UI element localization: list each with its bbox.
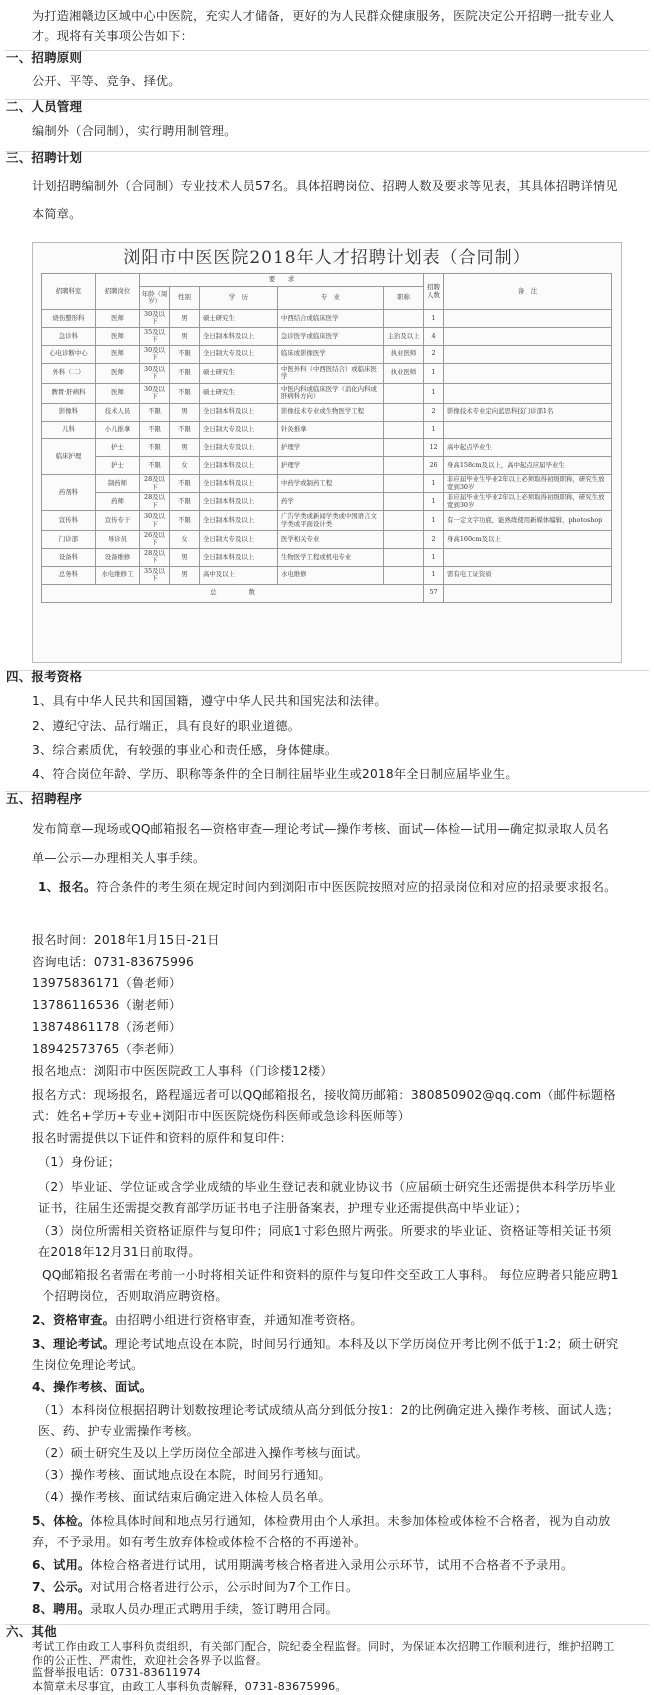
cell-post: 医师 [96, 310, 140, 328]
supervision-hotline: 监督举报电话：0731-83611974 [32, 1666, 201, 1679]
cell-post: 护士 [96, 439, 140, 457]
cell-note [444, 345, 612, 363]
th-requirements: 要 求 [140, 274, 424, 287]
cell-gender: 不限 [170, 511, 200, 531]
cell-edu: 高中及以上 [200, 566, 278, 584]
cell-post: 医师 [96, 345, 140, 363]
cell-count: 1 [424, 310, 444, 328]
cell-age: 28及以下 [140, 493, 170, 511]
hire-text: 录取人员办理正式聘用手续，签订聘用合同。 [90, 1602, 338, 1616]
review-paragraph [0, 1311, 654, 1330]
signup-place: 报名地点：浏阳市中医医院政工人事科（门诊楼12楼） [32, 1064, 333, 1078]
cell-count: 1 [424, 475, 444, 493]
cell-dept: 烧伤整形科 [42, 310, 96, 328]
cell-edu: 全日制本科及以上 [200, 548, 278, 566]
table-row [42, 363, 612, 383]
consult-phone: 咨询电话：0731-83675996 [32, 955, 194, 969]
cell-major: 护理学 [278, 457, 384, 475]
cell-edu: 全日制本科及以上 [200, 457, 278, 475]
cell-note: 高中起点毕业生 [444, 439, 612, 457]
cell-edu: 全日制本科及以上 [200, 327, 278, 345]
cell-title: 执业医师 [384, 363, 424, 383]
cell-title [384, 457, 424, 475]
exam-text: 理论考试地点设在本院，时间另行通知。本科及以下学历岗位开考比例不低于1:2；硕士研究生岗位免理论考试。 [32, 1337, 619, 1372]
th-post: 招聘岗位 [96, 274, 140, 310]
op-1: （1）本科岗位根据招聘计划数按理论考试成绩从高分到低分按1：2的比例确定进入操作考核、面试人选；医、药、护专业需操作考核。 [38, 1403, 620, 1438]
cell-note: 需有电工证资质 [444, 566, 612, 584]
cell-edu: 硕士研究生 [200, 310, 278, 328]
total-count: 57 [424, 584, 444, 602]
cell-major: 药学 [278, 493, 384, 511]
table-row [42, 403, 612, 421]
cell-title [384, 531, 424, 549]
cell-major: 中医内科或临床医学（消化内科或肝病科方向） [278, 383, 384, 403]
table-row [42, 421, 612, 439]
table-row [42, 457, 612, 475]
publicity-label: 7、公示。 [32, 1580, 91, 1594]
cell-age: 30及以下 [140, 345, 170, 363]
cell-title [384, 310, 424, 328]
cell-title [384, 439, 424, 457]
qualification-4: 4、符合岗位年龄、学历、职称等条件的全日制往届毕业生或2018年全日制应届毕业生。 [32, 767, 518, 781]
cell-dept: 临床护理 [42, 439, 96, 475]
th-gender: 性别 [170, 287, 200, 310]
cell-post: 水电维修工 [96, 566, 140, 584]
section-3-title: 三、招聘计划 [6, 150, 83, 165]
hire-paragraph [0, 1600, 654, 1619]
process-flow: 发布简章—现场或QQ邮箱报名—资格审查—理论考试—操作考核、面试—体检—试用—确定拟录取人员名单—公示—办理相关人事手续。 [32, 822, 610, 865]
table-row [42, 493, 612, 511]
cell-age: 30及以下 [140, 310, 170, 328]
cell-post: 药师 [96, 493, 140, 511]
cell-gender: 女 [170, 531, 200, 549]
section-2-title: 二、人员管理 [6, 99, 83, 114]
doc-2: （2）毕业证、学位证或含学业成绩的毕业生登记表和就业协议书（应届硕士研究生还需提供本科学历毕业证书，往届生还需提交教育部学历证书电子注册备案表，护理专业还需提供高中毕业证）； [38, 1180, 616, 1215]
cell-major: 中西结合或临床医学 [278, 310, 384, 328]
cell-title [384, 421, 424, 439]
trial-label: 6、试用。 [32, 1558, 91, 1572]
publicity-paragraph [0, 1578, 654, 1597]
table-row [42, 439, 612, 457]
cell-gender: 男 [170, 310, 200, 328]
total-label: 总 数 [42, 584, 424, 602]
cell-note [444, 363, 612, 383]
cell-post: 制药师 [96, 475, 140, 493]
cell-gender: 男 [170, 439, 200, 457]
cell-age: 30及以下 [140, 363, 170, 383]
explanation-note: 本简章未尽事宜，由政工人事科负责解释，0731-83675996。 [32, 1680, 347, 1693]
cell-note [444, 310, 612, 328]
cell-title: 主治及以上 [384, 327, 424, 345]
cell-count: 1 [424, 493, 444, 511]
cell-age: 26及以下 [140, 531, 170, 549]
cell-title [384, 403, 424, 421]
cell-count: 4 [424, 327, 444, 345]
cell-note [444, 327, 612, 345]
section-6-text: 考试工作由政工人事科负责组织，有关部门配合，院纪委全程监督。同时，为保证本次招聘工作顺利进行，维护招聘工作的公正性、严肃性，欢迎社会各界予以监督。 [32, 1640, 615, 1667]
cell-edu: 全日制本科及以上 [200, 403, 278, 421]
health-label: 5、体检。 [32, 1514, 91, 1528]
cell-dept: 心电诊断中心 [42, 345, 96, 363]
cell-count: 1 [424, 421, 444, 439]
cell-gender: 不限 [170, 383, 200, 403]
cell-count: 1 [424, 383, 444, 403]
cell-dept: 脾胃·肝病科 [42, 383, 96, 403]
qualification-1: 1、具有中华人民共和国国籍，遵守中华人民共和国宪法和法律。 [32, 694, 387, 708]
th-major: 专 业 [278, 287, 384, 310]
th-count: 招聘人数 [424, 274, 444, 310]
cell-count: 2 [424, 345, 444, 363]
table-row [42, 327, 612, 345]
cell-edu: 全日制大专及以上 [200, 439, 278, 457]
total-note [444, 584, 612, 602]
cell-post: 技术人员 [96, 403, 140, 421]
cell-title [384, 566, 424, 584]
cell-count: 2 [424, 531, 444, 549]
cell-edu: 全日制本科及以上 [200, 511, 278, 531]
cell-note: 身高160cm及以上 [444, 531, 612, 549]
cell-note: 影像技术专业定向蓝思科技门诊部1名 [444, 403, 612, 421]
review-text: 由招聘小组进行资格审查，并通知准考资格。 [115, 1313, 363, 1327]
cell-age: 30及以下 [140, 383, 170, 403]
cell-major: 针灸推拿 [278, 421, 384, 439]
cell-title: 执业医师 [384, 345, 424, 363]
cell-note [444, 421, 612, 439]
table-row [42, 475, 612, 493]
th-note: 备 注 [444, 274, 612, 310]
signup-paragraph [0, 873, 622, 901]
table-row [42, 531, 612, 549]
cell-dept: 设备科 [42, 548, 96, 566]
cell-title [384, 383, 424, 403]
contact-1: 13975836171（鲁老师） [32, 976, 182, 990]
cell-edu: 全日制大专及以上 [200, 421, 278, 439]
cell-major: 中医外科（中西医结合）或临床医学 [278, 363, 384, 383]
publicity-text: 对试用合格者进行公示，公示时间为7个工作日。 [90, 1580, 359, 1594]
cell-age: 28及以下 [140, 475, 170, 493]
th-age: 年龄（周岁） [140, 287, 170, 310]
cell-age: 35及以下 [140, 566, 170, 584]
cell-dept: 总务科 [42, 566, 96, 584]
cell-post: 小儿推拿 [96, 421, 140, 439]
cell-post: 医师 [96, 363, 140, 383]
cell-age: 28及以下 [140, 548, 170, 566]
doc-3: （3）岗位所需相关资格证原件与复印件；同底1寸彩色照片两张。所要求的毕业证、资格证等相关证书须在2018年12月31日前取得。 [38, 1224, 612, 1259]
signup-time: 报名时间：2018年1月15日-21日 [32, 933, 220, 947]
cell-dept: 宣传科 [42, 511, 96, 531]
cell-gender: 男 [170, 548, 200, 566]
recruitment-plan-table [41, 273, 612, 603]
section-4-title: 四、报考资格 [6, 669, 83, 684]
cell-note [444, 548, 612, 566]
cell-title [384, 493, 424, 511]
cell-dept: 外科（二） [42, 363, 96, 383]
cell-gender: 男 [170, 403, 200, 421]
cell-major: 急诊医学或临床医学 [278, 327, 384, 345]
trial-text: 体检合格者进行试用，试用期满考核合格者进入录用公示环节，试用不合格者不予录用。 [90, 1558, 574, 1572]
cell-gender: 不限 [170, 363, 200, 383]
cell-age: 不限 [140, 421, 170, 439]
th-edu: 学 历 [200, 287, 278, 310]
exam-paragraph [0, 1334, 620, 1376]
exam-label: 3、理论考试。 [32, 1337, 116, 1351]
cell-dept: 儿科 [42, 421, 96, 439]
cell-gender: 不限 [170, 421, 200, 439]
qualification-3: 3、综合素质优，有较强的事业心和责任感，身体健康。 [32, 743, 338, 757]
cell-count: 1 [424, 511, 444, 531]
cell-major: 生物医学工程或机电专业 [278, 548, 384, 566]
cell-count: 26 [424, 457, 444, 475]
cell-age: 不限 [140, 439, 170, 457]
contact-2: 13786116536（谢老师） [32, 998, 182, 1012]
cell-gender: 女 [170, 457, 200, 475]
cell-age: 30及以下 [140, 511, 170, 531]
cell-title [384, 511, 424, 531]
section-3-text: 计划招聘编制外（合同制）专业技术人员57名。具体招聘岗位、招聘人数及要求等见表，其具体招聘详情见本简章。 [32, 179, 618, 221]
cell-gender: 不限 [170, 475, 200, 493]
cell-title [384, 548, 424, 566]
cell-edu: 硕士研究生 [200, 363, 278, 383]
cell-post: 宣传专干 [96, 511, 140, 531]
cell-dept: 急诊科 [42, 327, 96, 345]
table-row [42, 548, 612, 566]
hire-label: 8、聘用。 [32, 1602, 91, 1616]
cell-post: 医师 [96, 383, 140, 403]
table-row [42, 511, 612, 531]
th-title: 职称 [384, 287, 424, 310]
plan-table-body [42, 310, 612, 585]
cell-note [444, 383, 612, 403]
cell-major: 水电维修 [278, 566, 384, 584]
cell-major: 中药学或制药工程 [278, 475, 384, 493]
cell-major: 影像技术专业或生物医学工程 [278, 403, 384, 421]
cell-edu: 全日制大专及以上 [200, 531, 278, 549]
cell-dept: 影像科 [42, 403, 96, 421]
section-2-text: 编制外（合同制），实行聘用制管理。 [32, 124, 237, 138]
signup-text: 符合条件的考生须在规定时间内到浏阳市中医医院按照对应的招录岗位和对应的招录要求报名。 [96, 880, 617, 894]
health-paragraph [0, 1511, 620, 1553]
op-label: 4、操作考核、面试。 [32, 1380, 153, 1394]
qq-note: QQ邮箱报名者需在考前一小时将相关证件和资料的原件与复印件交至政工人事科。 每位应聘者只能应聘1个招聘岗位，否则取消应聘资格。 [42, 1268, 619, 1303]
section-1-text: 公开、平等、竞争、择优。 [32, 74, 181, 88]
plan-table-title: 浏阳市中医医院2018年人才招聘计划表（合同制） [123, 248, 531, 268]
cell-gender: 不限 [170, 345, 200, 363]
recruitment-plan-table-image [32, 242, 622, 663]
cell-major: 医学相关专业 [278, 531, 384, 549]
cell-dept: 门诊部 [42, 531, 96, 549]
review-label: 2、资格审查。 [32, 1313, 116, 1327]
cell-gender: 男 [170, 566, 200, 584]
op-4: （4）操作考核、面试结束后确定进入体检人员名单。 [38, 1490, 331, 1504]
cell-note: 非应届毕业生毕业2年以上必须取得初级职称，研究生放宽到30岁 [444, 493, 612, 511]
cell-note: 非应届毕业生毕业2年以上必须取得初级职称，研究生放宽到30岁 [444, 475, 612, 493]
op-3: （3）操作考核、面试地点设在本院，时间另行通知。 [38, 1468, 331, 1482]
cell-note: 有一定文字功底，能熟练使用新媒体编辑，photoshop [444, 511, 612, 531]
table-row [42, 383, 612, 403]
cell-count: 1 [424, 566, 444, 584]
cell-edu: 全日制大专及以上 [200, 345, 278, 363]
cell-gender: 男 [170, 327, 200, 345]
cell-note: 身高158cm及以上，高中起点应届毕业生 [444, 457, 612, 475]
health-text: 体检具体时间和地点另行通知，体检费用由个人承担。未参加体检或体检不合格者，视为自动放弃，不予录用。如有考生放弃体检或体检不合格的不再递补。 [32, 1514, 611, 1549]
cell-age: 35及以下 [140, 327, 170, 345]
cell-post: 医师 [96, 327, 140, 345]
contact-3: 13874861178（汤老师） [32, 1020, 182, 1034]
cell-edu: 全日制本科及以上 [200, 475, 278, 493]
cell-post: 设备维修 [96, 548, 140, 566]
cell-age: 不限 [140, 457, 170, 475]
cell-edu: 硕士研究生 [200, 383, 278, 403]
table-row [42, 310, 612, 328]
contact-4: 18942573765（李老师） [32, 1042, 182, 1056]
table-row [42, 566, 612, 584]
cell-dept: 药剂科 [42, 475, 96, 511]
cell-major: 广告学类或新闻学类或中国语言文学类或平面设计类 [278, 511, 384, 531]
section-6-title: 六、其他 [6, 1624, 57, 1639]
trial-paragraph [0, 1556, 654, 1575]
cell-edu: 全日制本科及以上 [200, 493, 278, 511]
cell-post: 导诊员 [96, 531, 140, 549]
cell-major: 临床或影像医学 [278, 345, 384, 363]
cell-age: 不限 [140, 403, 170, 421]
section-1-title: 一、招聘原则 [6, 50, 83, 65]
cell-count: 12 [424, 439, 444, 457]
cell-count: 2 [424, 403, 444, 421]
signup-label: 1、报名。 [38, 880, 97, 894]
cell-post: 护士 [96, 457, 140, 475]
doc-1: （1）身份证； [38, 1155, 121, 1169]
docs-intro: 报名时需提供以下证件和资料的原件和复印件： [32, 1131, 293, 1145]
cell-title [384, 475, 424, 493]
table-row [42, 345, 612, 363]
th-dept: 招聘科室 [42, 274, 96, 310]
section-5-title: 五、招聘程序 [6, 791, 83, 806]
intro-paragraph: 为打造湘赣边区域中心中医院，充实人才储备，更好的为人民群众健康服务，医院决定公开招聘一批专业人才。现将有关事项公告如下： [32, 9, 615, 43]
cell-count: 1 [424, 548, 444, 566]
qualification-2: 2、遵纪守法、品行端正，具有良好的职业道德。 [32, 719, 301, 733]
cell-gender: 不限 [170, 493, 200, 511]
cell-major: 护理学 [278, 439, 384, 457]
cell-count: 1 [424, 363, 444, 383]
signup-method: 报名方式：现场报名，路程遥远者可以QQ邮箱报名，接收简历邮箱：380850902@qq.com（邮件标题格式：姓名+学历+专业+浏阳市中医医院烧伤科医师或急诊科医师等） [32, 1088, 616, 1123]
op-2: （2）硕士研究生及以上学历岗位全部进入操作考核与面试。 [38, 1446, 369, 1460]
